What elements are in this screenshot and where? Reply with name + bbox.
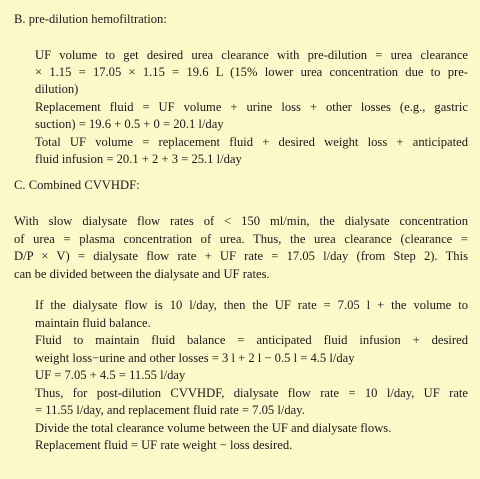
section-c-line: Divide the total clearance volume between the UF and dialysate flows. — [35, 421, 392, 435]
section-c-line: maintain fluid balance. — [35, 316, 151, 330]
section-b-heading: B. pre-dilution hemofiltration: — [14, 12, 167, 26]
section-b-line: Total UF volume = replacement fluid + desired weight loss + anticipated — [35, 135, 468, 149]
section-c-intro-line: With slow dialysate flow rates of < 150 ml/min, the dialysate concentration — [14, 214, 468, 228]
section-c-line: Replacement fluid = UF rate weight − loss desired. — [35, 438, 293, 452]
section-c-intro-line: of urea = plasma concentration of urea. Thus, the urea clearance (clearance = — [14, 232, 468, 246]
section-b-line: fluid infusion = 20.1 + 2 + 3 = 25.1 l/day — [35, 152, 242, 166]
section-c-line: weight loss−urine and other losses = 3 l + 2 l − 0.5 l = 4.5 l/day — [35, 351, 355, 365]
section-b-line: dilution) — [35, 82, 79, 96]
section-c-intro-line: D/P × V) = dialysate flow rate + UF rate = 17.05 l/day (from Step 2). This — [14, 249, 468, 263]
section-b-line: Replacement fluid = UF volume + urine loss + other losses (e.g., gastric — [35, 100, 468, 114]
section-c-line: UF = 7.05 + 4.5 = 11.55 l/day — [35, 368, 186, 382]
section-b-line: UF volume to get desired urea clearance with pre-dilution = urea clearance — [35, 48, 468, 62]
section-c-line: Thus, for post-dilution CVVHDF, dialysate flow rate = 10 l/day, UF rate — [35, 386, 468, 400]
section-c-line: = 11.55 l/day, and replacement fluid rate = 7.05 l/day. — [35, 403, 305, 417]
section-c-intro-line: can be divided between the dialysate and UF rates. — [14, 267, 270, 281]
section-b-line: × 1.15 = 17.05 × 1.15 = 19.6 L (15% lower urea concentration due to pre- — [35, 65, 468, 79]
section-c-line: If the dialysate flow is 10 l/day, then the UF rate = 7.05 l + the volume to — [35, 298, 468, 312]
section-c-heading: C. Combined CVVHDF: — [14, 178, 140, 192]
section-c-line: Fluid to maintain fluid balance = anticipated fluid infusion + desired — [35, 333, 468, 347]
section-b-line: suction) = 19.6 + 0.5 + 0 = 20.1 l/day — [35, 117, 224, 131]
